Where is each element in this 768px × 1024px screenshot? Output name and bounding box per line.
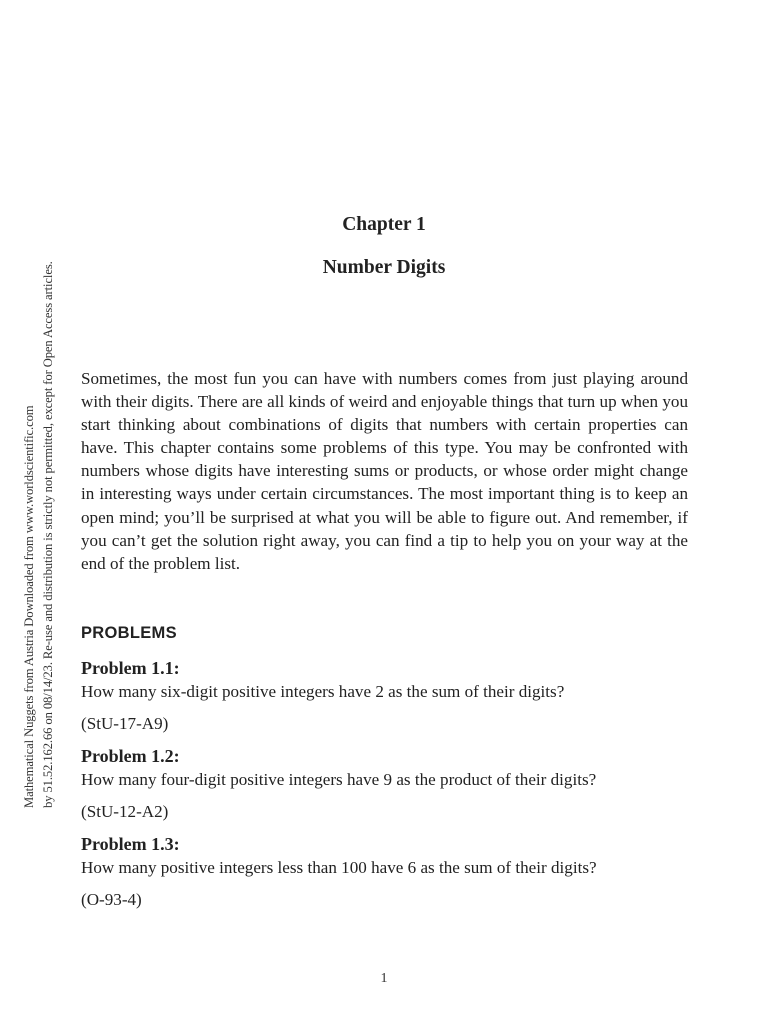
problem-text: How many four-digit positive integers have 9 as the product of their digits? — [81, 770, 597, 789]
intro-paragraph: Sometimes, the most fun you can have with numbers comes from just playing around with their digits. There are all kinds of weird and enjoyable things that turn up when you start thinking about combinations of digits that numbers with certain properties can have. This chapter contains some problems of this type. You may be confronted with numbers whose digits have interesting sums or products, or whose order might change in interesting ways under certain circumstances. The most important thing is to keep an open mind; you’ll be surprised at what you will be able to figure out. And remember, if you can’t get the solution right away, you can find a tip to help you on your way at the end of the problem list. — [81, 369, 688, 573]
download-notice-line-2: by 51.52.162.66 on 08/14/23. Re-use and distribution is strictly not permitted, except for Open Access articles. — [41, 261, 55, 808]
download-notice-line-1: Mathematical Nuggets from Austria Downloaded from www.worldscientific.com — [22, 405, 36, 808]
problem-text: How many six-digit positive integers have 2 as the sum of their digits? — [81, 682, 565, 701]
chapter-title: Number Digits — [322, 257, 446, 278]
problem-source: (O-93-4) — [81, 890, 142, 909]
problem-source: (StU-17-A9) — [81, 714, 169, 733]
chapter-label: Chapter 1 — [342, 214, 426, 235]
download-notice-text — [20, 208, 58, 808]
problem-title: Problem 1.2: — [81, 746, 180, 766]
problem-title: Problem 1.1: — [81, 658, 180, 678]
problem-1 — [81, 657, 701, 735]
problem-source: (StU-12-A2) — [81, 802, 169, 821]
problem-2 — [81, 745, 701, 823]
page-number: 1 — [380, 971, 388, 986]
problem-3 — [81, 833, 701, 911]
problem-title: Problem 1.3: — [81, 834, 180, 854]
problem-text: How many positive integers less than 100 have 6 as the sum of their digits? — [81, 858, 597, 877]
problems-heading: PROBLEMS — [81, 624, 177, 642]
